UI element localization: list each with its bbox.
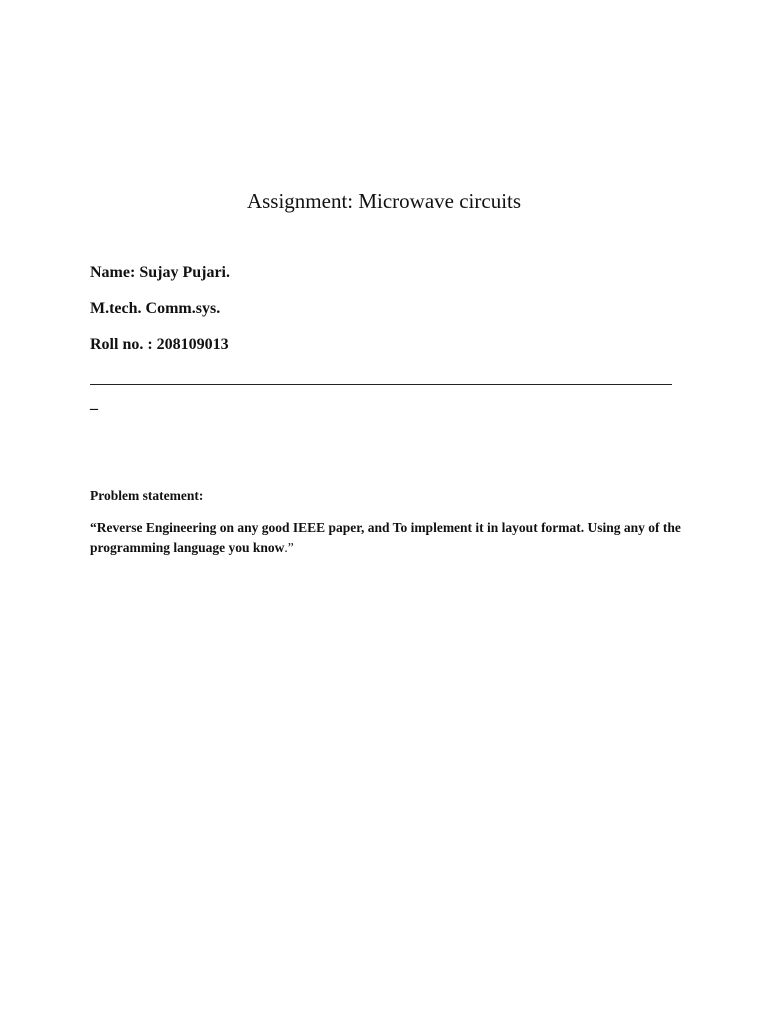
- student-name: Name: Sujay Pujari.: [90, 264, 230, 281]
- problem-statement: [90, 518, 690, 558]
- divider-tail: _: [90, 395, 98, 412]
- roll-number: Roll no. : 208109013: [90, 336, 229, 353]
- document-title: Assignment: Microwave circuits: [246, 189, 522, 213]
- problem-heading: Problem statement:: [90, 488, 204, 503]
- horizontal-divider: [90, 384, 672, 385]
- problem-statement-text: “Reverse Engineering on any good IEEE paper, and To implement it in layout format. Using any of the programming language you know: [90, 520, 681, 555]
- course-name: M.tech. Comm.sys.: [90, 300, 221, 317]
- problem-statement-end: .”: [284, 540, 294, 555]
